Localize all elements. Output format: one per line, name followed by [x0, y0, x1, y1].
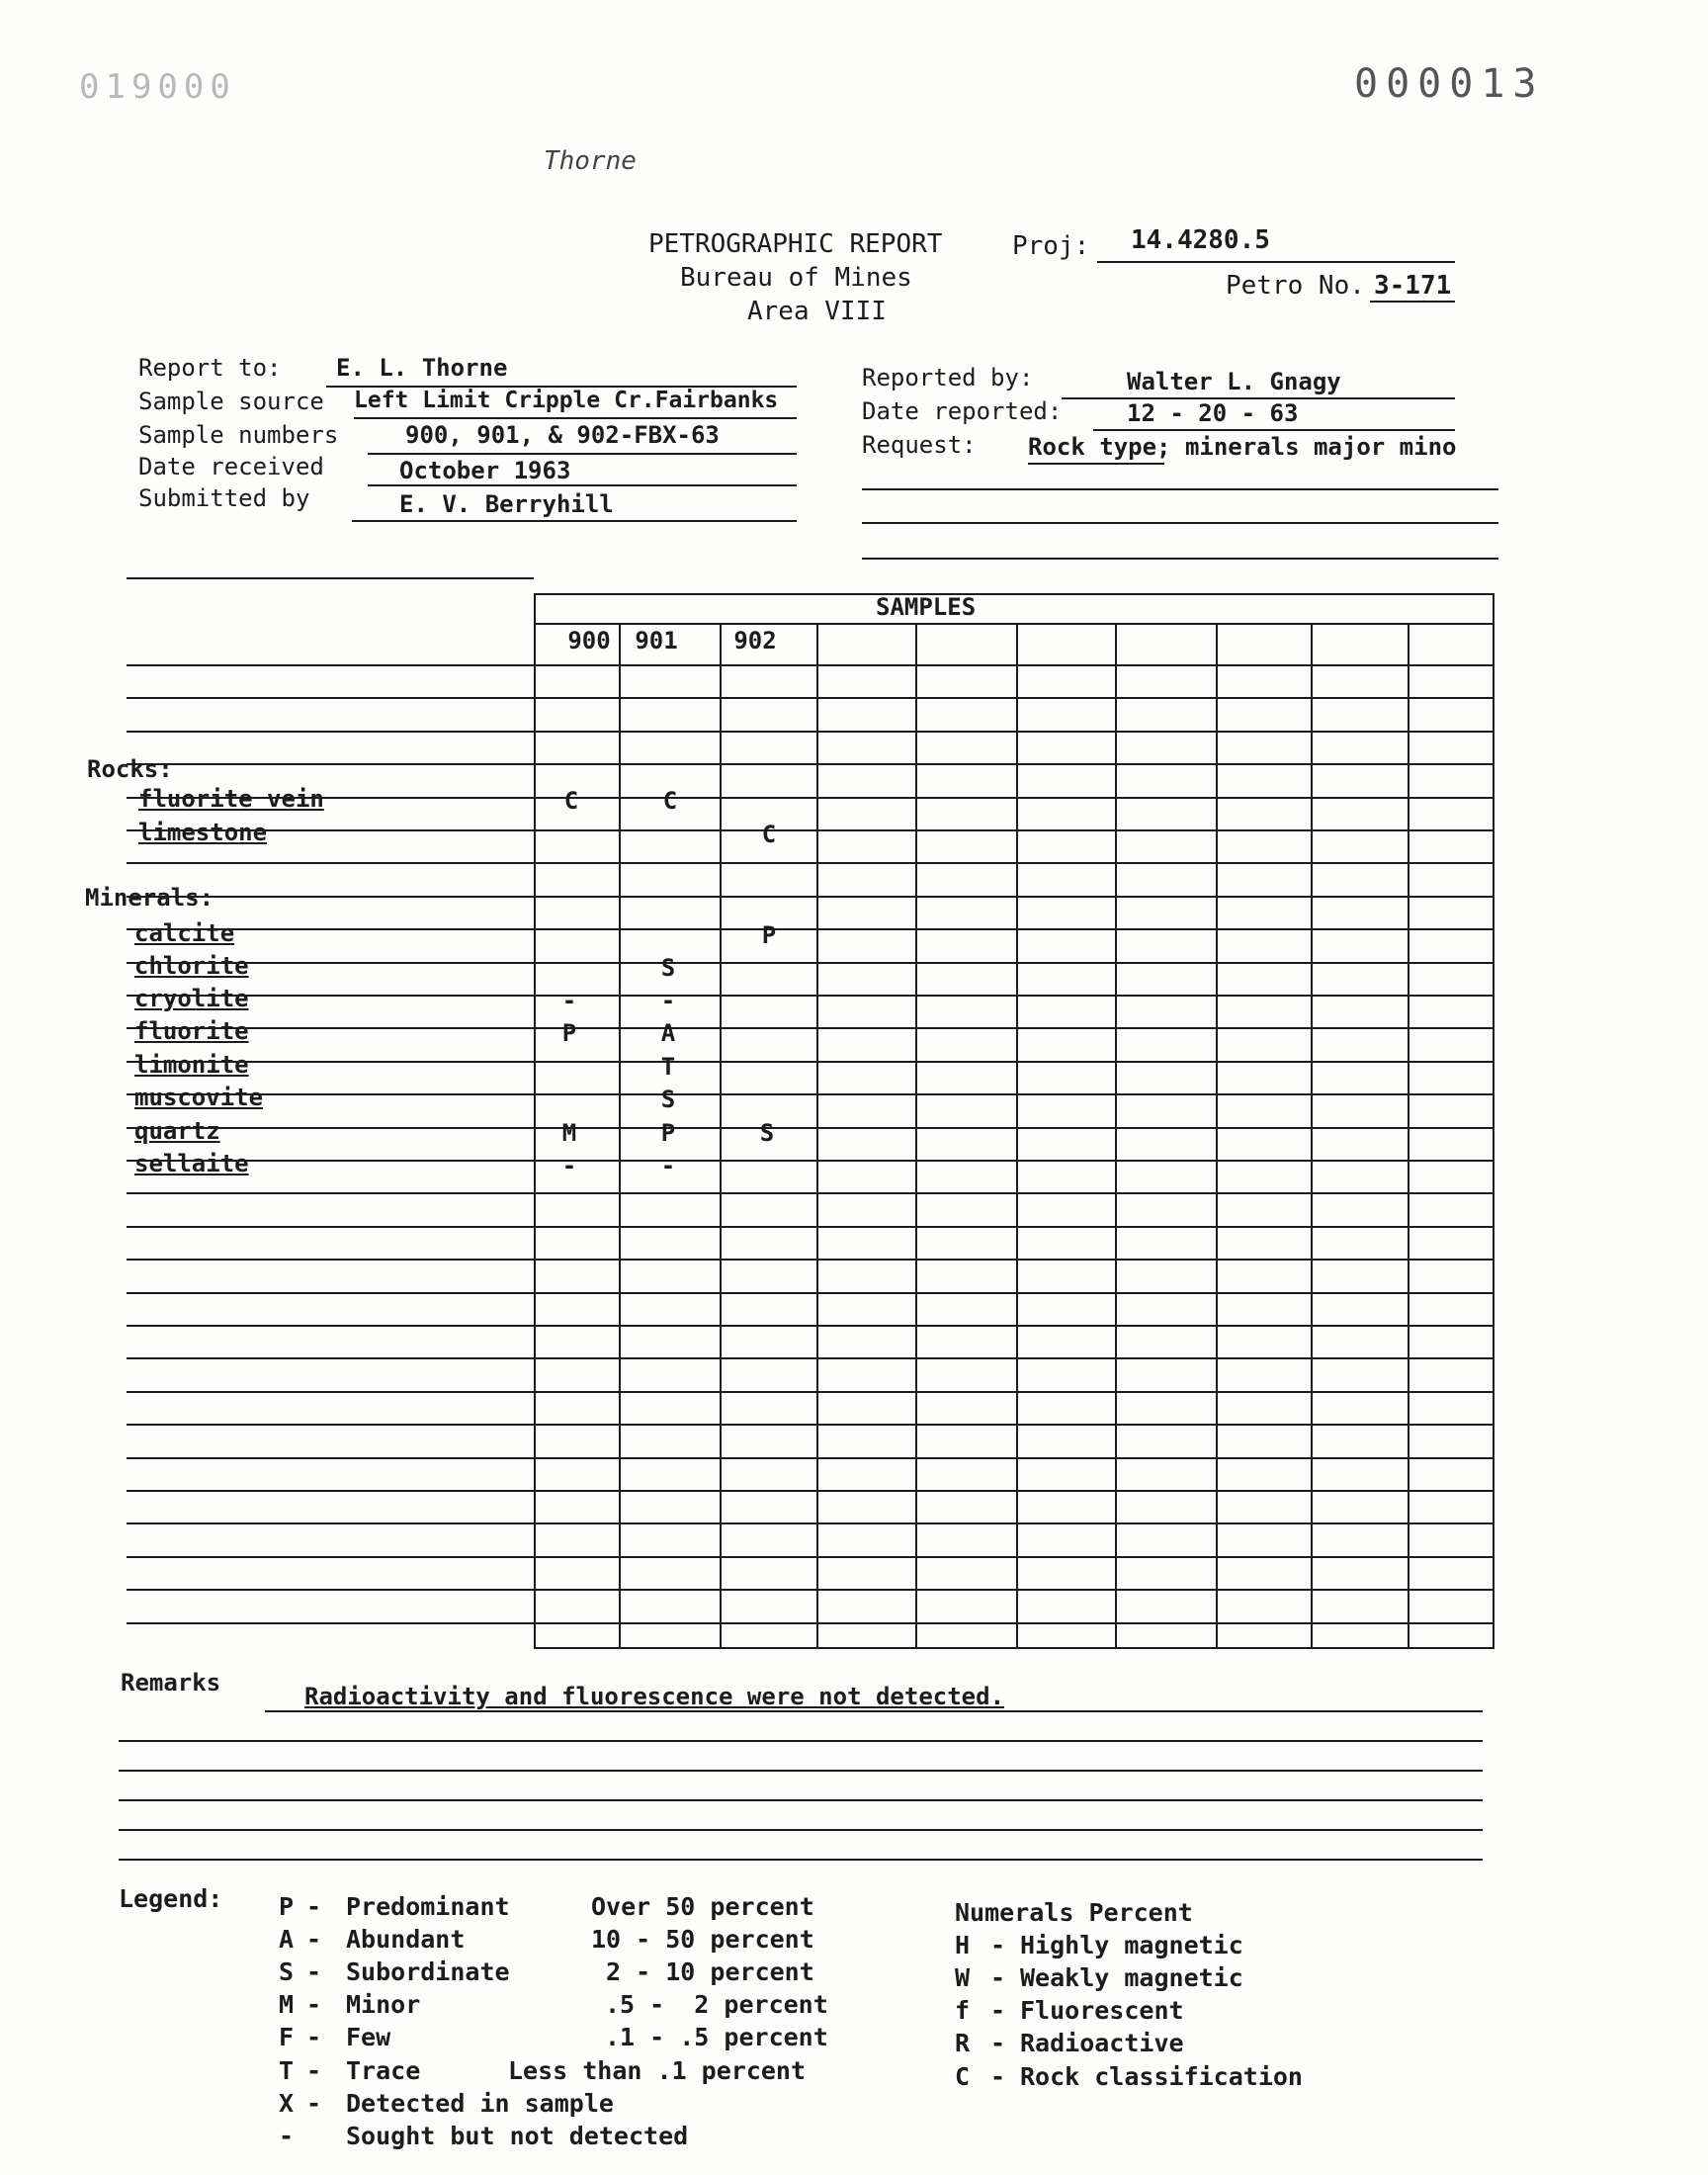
- row-label: cryolite: [134, 985, 249, 1012]
- row-label: limonite: [134, 1051, 249, 1079]
- remarks-label: Remarks: [121, 1669, 221, 1696]
- section-title-minerals: Minerals:: [85, 884, 214, 912]
- grid-row-line: [127, 1391, 1494, 1393]
- legend-desc: Fluorescent: [1020, 1996, 1184, 2025]
- legend-range: Less than .1 percent: [508, 2056, 807, 2085]
- grid-row-line: [127, 1093, 1494, 1095]
- remarks-line: [119, 1740, 1483, 1742]
- legend-desc: Minor: [346, 1990, 421, 2019]
- field-value-sample-numbers: 900, 901, & 902-FBX-63: [405, 421, 720, 449]
- grid-header-line: [534, 623, 1494, 625]
- legend-dash: -: [990, 1996, 1006, 2025]
- petro-label: Petro No.: [1226, 271, 1365, 301]
- proj-underline: [1097, 261, 1455, 263]
- legend-desc: Abundant: [346, 1925, 466, 1954]
- remarks-line: [119, 1799, 1483, 1801]
- cell-value: P: [660, 1119, 676, 1147]
- grid-column-line: [1408, 623, 1409, 1647]
- grid-column-line: [915, 623, 917, 1647]
- grid-row-line: [127, 697, 1494, 699]
- grid-column-line: [1115, 623, 1117, 1647]
- grid-row-line: [127, 928, 1494, 930]
- cell-value: -: [660, 987, 676, 1014]
- field-value-submitted-by: E. V. Berryhill: [399, 490, 614, 518]
- remarks-line: [265, 1710, 1483, 1712]
- cell-value: S: [660, 954, 676, 982]
- field-label-sample-source: Sample source: [138, 388, 324, 415]
- field-label-request: Request:: [862, 431, 977, 459]
- legend-code: W: [955, 1963, 971, 1992]
- field-line: [368, 453, 797, 455]
- row-label: quartz: [134, 1117, 220, 1145]
- grid-row-line: [127, 1061, 1494, 1063]
- grid-row-line: [127, 797, 1494, 799]
- grid-row-line: [127, 1457, 1494, 1459]
- cell-value: M: [561, 1119, 577, 1147]
- document-number-stamp: 000013: [1354, 61, 1545, 107]
- blank-line: [862, 558, 1498, 560]
- legend-code: P: [279, 1892, 295, 1921]
- legend-code: X: [279, 2089, 295, 2118]
- legend-desc: Subordinate: [346, 1958, 510, 1986]
- grid-column-line: [1493, 593, 1494, 1647]
- legend-desc: Predominant: [346, 1892, 510, 1921]
- row-label: fluorite vein: [138, 785, 324, 813]
- field-line: [352, 520, 797, 522]
- remarks-line: [119, 1859, 1483, 1861]
- cell-value: -: [561, 1152, 577, 1179]
- legend-range: 2 - 10 percent: [591, 1958, 814, 1986]
- legend-desc: Sought but not detected: [346, 2122, 689, 2150]
- legend-code: T: [279, 2056, 295, 2085]
- grid-row-line: [127, 995, 1494, 997]
- row-label: limestone: [138, 819, 268, 846]
- grid-row-line: [127, 763, 1494, 765]
- legend-dash: -: [306, 1925, 322, 1954]
- legend-dash: -: [306, 1990, 322, 2019]
- grid-row-line: [127, 962, 1494, 964]
- legend-dash: -: [990, 1963, 1006, 1992]
- field-label-reported-by: Reported by:: [862, 364, 1034, 392]
- field-line: [368, 484, 797, 486]
- grid-row-line: [127, 664, 1494, 666]
- grid-row-line: [127, 731, 1494, 733]
- grid-row-line: [127, 1226, 1494, 1228]
- field-value-date-reported: 12 - 20 - 63: [1127, 399, 1299, 427]
- grid-row-line: [127, 1522, 1494, 1524]
- grid-bottom-line: [534, 1647, 1494, 1649]
- faint-stamp: 019000: [79, 67, 236, 107]
- proj-value: 14.4280.5: [1131, 225, 1270, 255]
- legend-dash: -: [306, 2056, 322, 2085]
- field-value-reported-by: Walter L. Gnagy: [1127, 368, 1341, 395]
- report-title: PETROGRAPHIC REPORT: [648, 229, 943, 259]
- column-header-901: 901: [635, 627, 678, 654]
- column-header-902: 902: [733, 627, 777, 654]
- section-title-rocks: Rocks:: [87, 755, 173, 783]
- grid-column-line: [1216, 623, 1218, 1647]
- cell-value: S: [759, 1119, 775, 1147]
- legend-code: M: [279, 1990, 295, 2019]
- legend-code: S: [279, 1958, 295, 1986]
- legend-dash: -: [306, 1892, 322, 1921]
- grid-row-line: [127, 1127, 1494, 1129]
- grid-row-line: [127, 1292, 1494, 1294]
- cell-value: C: [662, 787, 678, 815]
- legend-dash: -: [990, 2062, 1006, 2091]
- cell-value: A: [660, 1019, 676, 1047]
- blank-line: [862, 522, 1498, 524]
- grid-row-line: [127, 1424, 1494, 1426]
- request-underline: [1028, 463, 1164, 465]
- field-value-sample-source: Left Limit Cripple Cr.Fairbanks: [354, 388, 779, 413]
- legend-desc: Trace: [346, 2056, 421, 2085]
- legend-desc: Detected in sample: [346, 2089, 614, 2118]
- grid-row-line: [127, 1325, 1494, 1327]
- remarks-line: [119, 1770, 1483, 1772]
- field-label-date-reported: Date reported:: [862, 397, 1063, 425]
- legend-desc: Highly magnetic: [1020, 1931, 1243, 1959]
- field-value-date-received: October 1963: [399, 457, 571, 484]
- cell-value: P: [761, 921, 777, 949]
- grid-row-line: [127, 829, 1494, 831]
- grid-row-line: [127, 1622, 1494, 1624]
- grid-top-left-line: [127, 577, 534, 579]
- legend-dash: -: [306, 2089, 322, 2118]
- grid-row-line: [127, 1259, 1494, 1261]
- grid-column-line: [720, 623, 722, 1647]
- field-label-submitted-by: Submitted by: [138, 484, 310, 512]
- legend-range: 10 - 50 percent: [591, 1925, 814, 1954]
- row-label: muscovite: [134, 1084, 264, 1111]
- field-line: [354, 417, 797, 419]
- column-header-900: 900: [567, 627, 611, 654]
- grid-row-line: [127, 1490, 1494, 1492]
- legend-dash: -: [306, 2023, 322, 2051]
- handwritten-note: Thorne: [544, 146, 637, 176]
- legend-dash: -: [306, 1958, 322, 1986]
- proj-label: Proj:: [1012, 231, 1090, 261]
- legend-desc: Rock classification: [1020, 2062, 1303, 2091]
- grid-column-line: [816, 623, 818, 1647]
- row-label: sellaite: [134, 1150, 249, 1177]
- petro-value: 3-171: [1374, 271, 1452, 301]
- field-label-date-received: Date received: [138, 453, 324, 480]
- grid-column-line: [1016, 623, 1018, 1647]
- cell-value: P: [561, 1019, 577, 1047]
- remarks-line: [119, 1829, 1483, 1831]
- legend-code: H: [955, 1931, 971, 1959]
- legend-code: f: [955, 1996, 971, 2025]
- legend-code: A: [279, 1925, 295, 1954]
- legend-desc: Radioactive: [1020, 2029, 1184, 2057]
- report-org: Bureau of Mines: [680, 263, 912, 293]
- legend-code: C: [955, 2062, 971, 2091]
- cell-value: C: [563, 787, 579, 815]
- row-label: calcite: [134, 919, 235, 947]
- grid-column-line: [534, 593, 536, 1647]
- report-area: Area VIII: [747, 297, 887, 326]
- field-value-request: Rock type; minerals major mino: [1028, 433, 1457, 461]
- blank-line: [862, 488, 1498, 490]
- field-label-report-to: Report to:: [138, 354, 282, 382]
- grid-column-line: [1311, 623, 1313, 1647]
- grid-row-line: [127, 896, 1494, 898]
- grid-top-line: [534, 593, 1494, 595]
- remarks-text: Radioactivity and fluorescence were not detected.: [304, 1683, 1005, 1710]
- grid-row-line: [127, 1357, 1494, 1359]
- petro-underline: [1370, 301, 1455, 303]
- legend-code: R: [955, 2029, 971, 2057]
- grid-column-line: [619, 623, 621, 1647]
- grid-row-line: [127, 1027, 1494, 1029]
- row-label: chlorite: [134, 952, 249, 980]
- grid-row-line: [127, 1160, 1494, 1162]
- legend-code: F: [279, 2023, 295, 2051]
- cell-value: -: [660, 1152, 676, 1179]
- field-value-report-to: E. L. Thorne: [336, 354, 508, 382]
- grid-row-line: [127, 862, 1494, 864]
- grid-row-line: [127, 1556, 1494, 1558]
- samples-header: SAMPLES: [876, 593, 977, 621]
- legend-dash: -: [990, 1931, 1006, 1959]
- cell-value: C: [761, 821, 777, 848]
- legend-dash: -: [990, 2029, 1006, 2057]
- legend-range: .5 - 2 percent: [605, 1990, 828, 2019]
- cell-value: S: [660, 1086, 676, 1113]
- legend-desc: Weakly magnetic: [1020, 1963, 1243, 1992]
- field-line: [1093, 429, 1455, 431]
- cell-value: -: [561, 987, 577, 1014]
- cell-value: T: [660, 1053, 676, 1081]
- field-label-sample-numbers: Sample numbers: [138, 421, 339, 449]
- legend-right-title: Numerals Percent: [955, 1898, 1193, 1927]
- legend-label: Legend:: [119, 1884, 223, 1913]
- legend-desc: Few: [346, 2023, 391, 2051]
- grid-row-line: [127, 1589, 1494, 1591]
- legend-range: .1 - .5 percent: [605, 2023, 828, 2051]
- row-label: fluorite: [134, 1017, 249, 1045]
- grid-row-line: [127, 1192, 1494, 1194]
- legend-range: Over 50 percent: [591, 1892, 814, 1921]
- legend-code: -: [279, 2122, 295, 2150]
